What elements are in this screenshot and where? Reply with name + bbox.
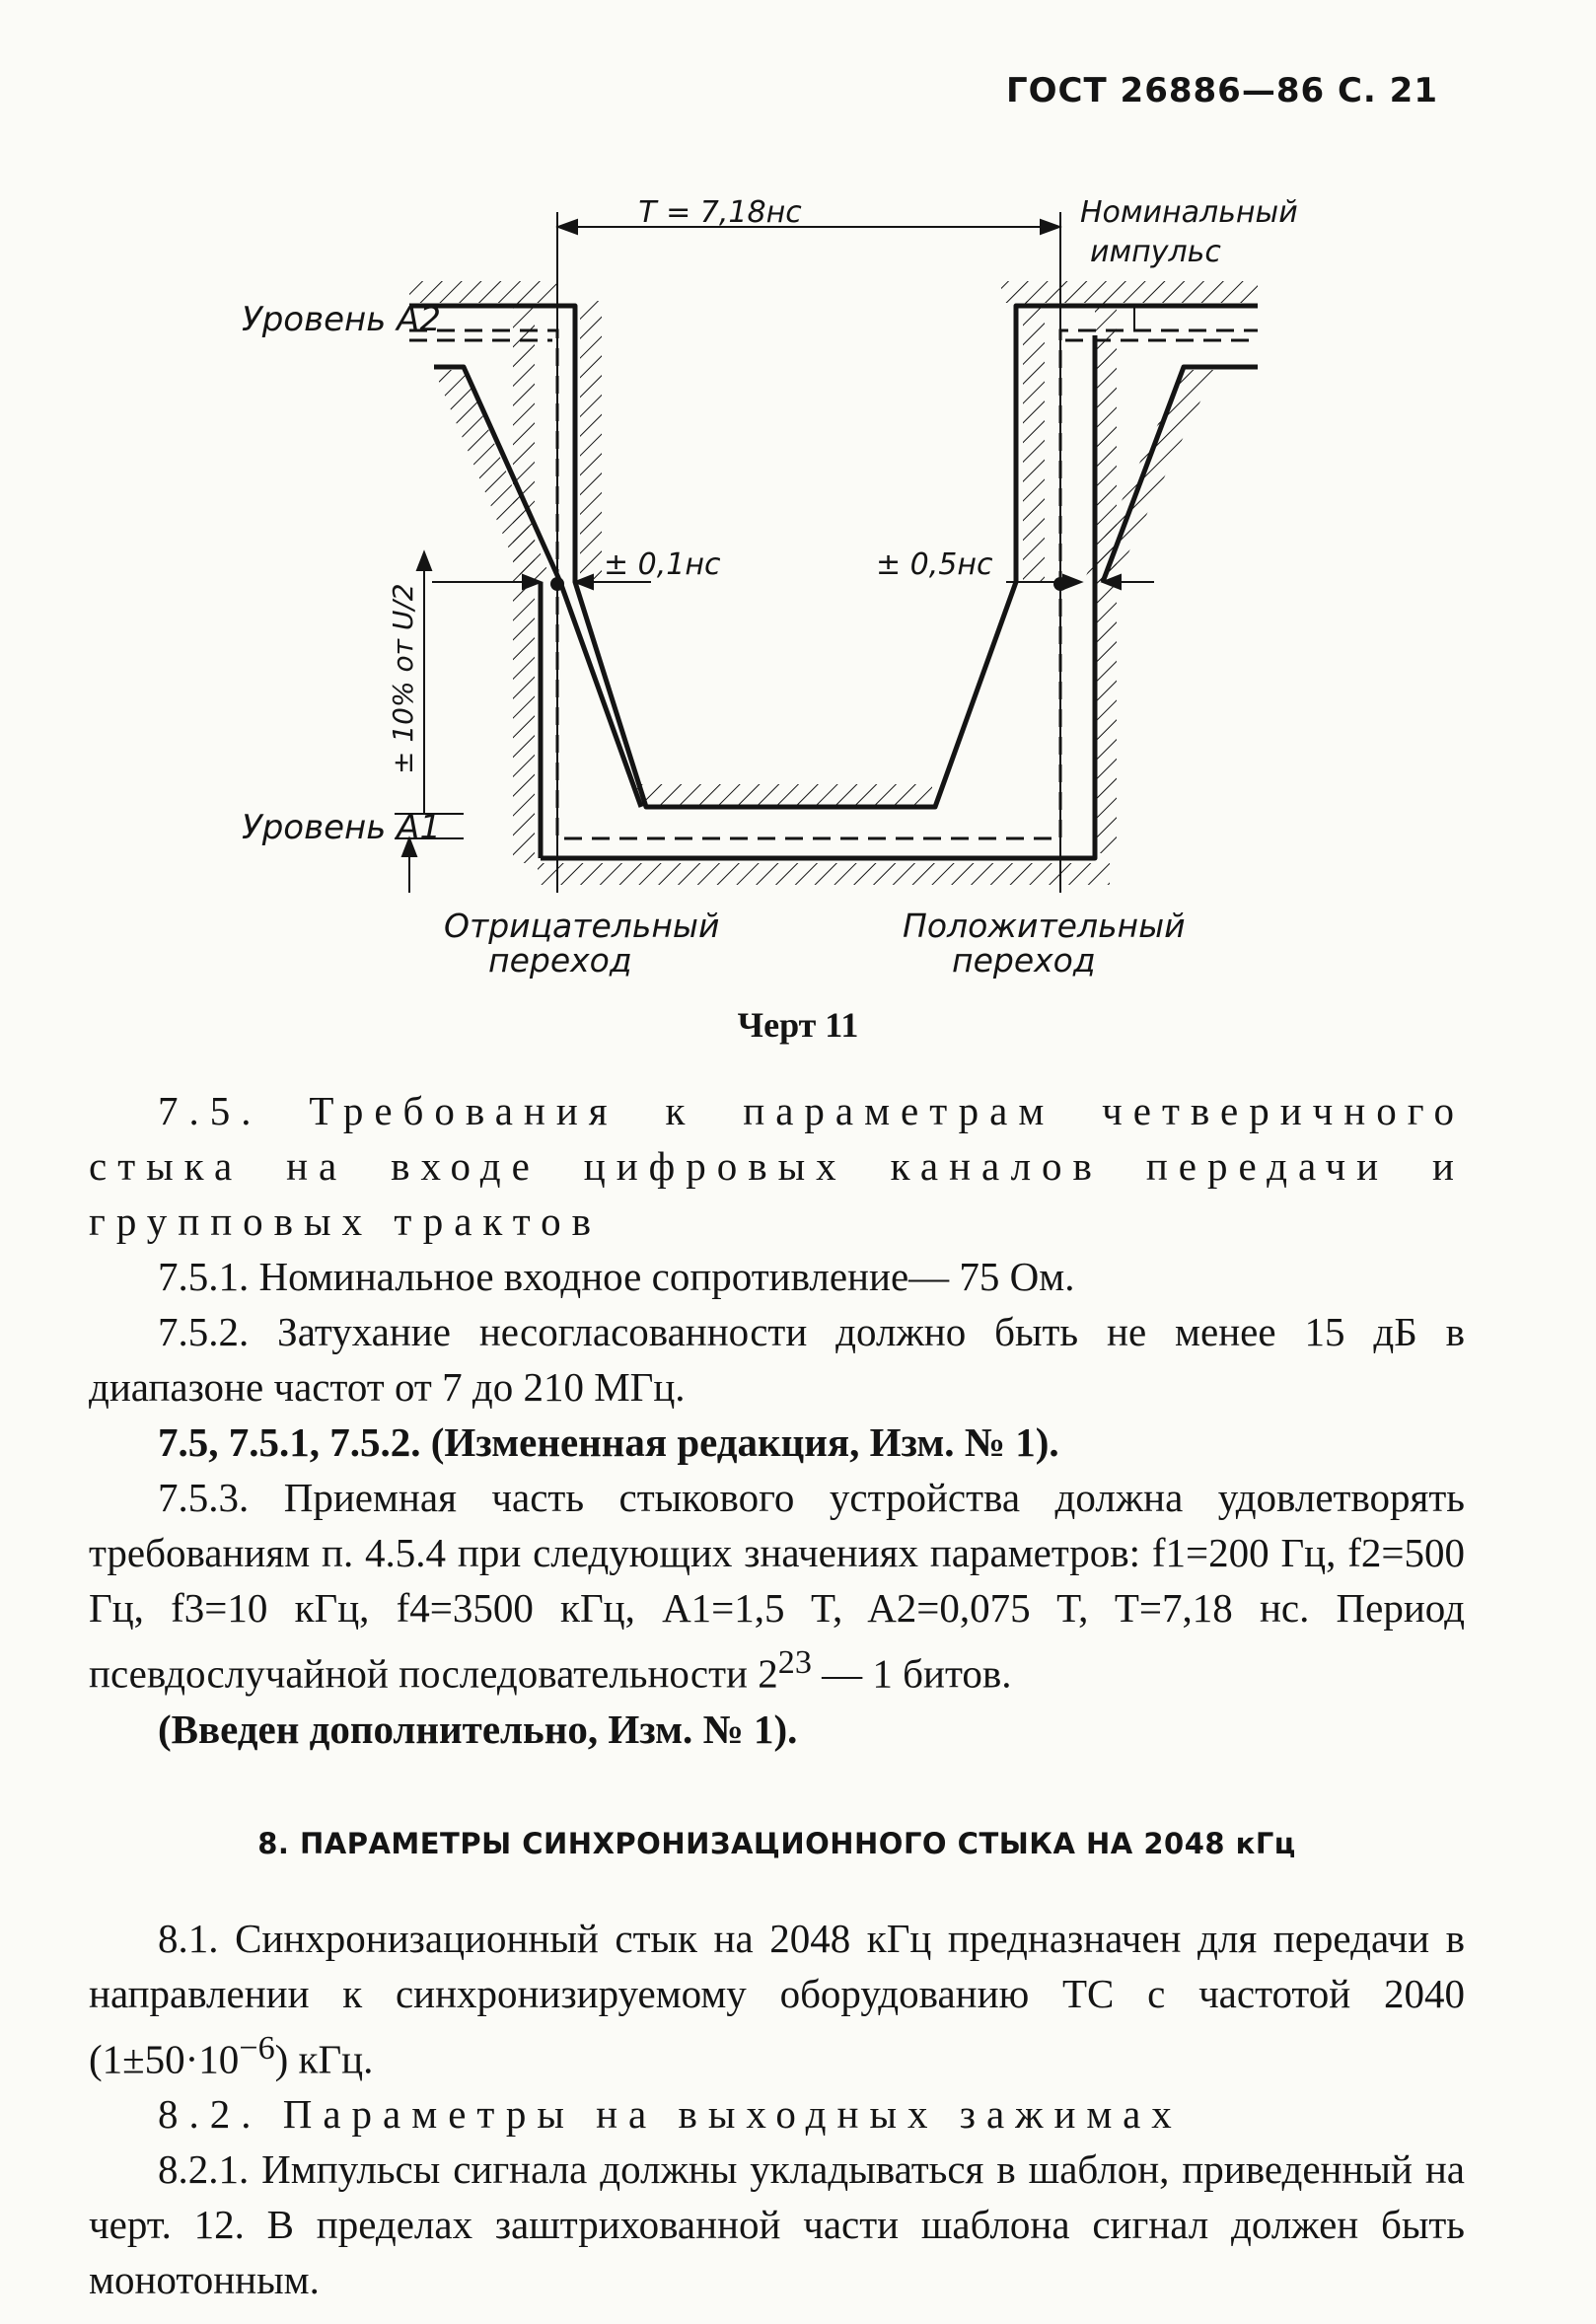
nominal-label-1: Номинальный [1080, 195, 1298, 230]
para-8-2-1: 8.2.1. Импульсы сигнала должны укладываться в шаблон, приведенный на черт. 12. В пределах заштрихованной части шаблона сигнал должен быть монотонным. [89, 2146, 1465, 2303]
pulse-template-figure [0, 0, 1596, 996]
para-7-5-1: 7.5.1. Номинальное входное сопротивление— 75 Ом. [158, 1254, 1075, 1299]
para-8-1-b: ) кГц. [274, 2036, 374, 2082]
neg-transition-label-1: Отрицательный [444, 907, 720, 945]
vertical-tolerance-label: ± 10% от U/2 [387, 583, 419, 774]
para-7-5: 7.5. Требования к параметрам четверичного стыка на входе цифровых каналов передачи и групповых трактов [89, 1088, 1465, 1244]
nominal-label-2: импульс [1090, 235, 1221, 269]
para-7-5-3-c: Период псевдослучайной последовательности 2 [89, 1585, 1465, 1697]
para-7-5-3-intro: (Введен дополнительно, Изм. № 1). [158, 1706, 798, 1752]
tol-01-label: ± 0,1нс [604, 547, 721, 582]
para-7-5-3-d: — 1 битов. [811, 1650, 1012, 1697]
para-7-5-3-sup: 23 [777, 1644, 812, 1681]
para-8-1-a: 8.1. Синхронизационный стык на 2048 кГц предназначен для передачи в направлении к синхронизируемому оборудованию ТС с частотой 2040 (1±50·10 [89, 1915, 1465, 2082]
level-a1-label: Уровень A1 [242, 808, 442, 847]
figure-caption: Черт 11 [737, 1005, 859, 1045]
pos-transition-label-2: переход [952, 941, 1096, 980]
para-8-1 [89, 1911, 1465, 2087]
pos-transition-label-1: Положительный [903, 907, 1186, 945]
para-8-2: 8.2. Параметры на выходных зажимах [158, 2091, 1183, 2138]
page-header: ГОСТ 26886—86 С. 21 [1005, 71, 1438, 110]
period-label: T = 7,18нс [638, 195, 802, 230]
para-7-5-edit: 7.5, 7.5.1, 7.5.2. (Измененная редакция, Изм. № 1). [158, 1419, 1059, 1465]
para-7-5-3-a: 7.5.3. Приемная часть стыкового устройства должна удовлетворять требованиям п. 4.5.4 при следующих значениях параметров: [89, 1475, 1465, 1575]
neg-transition-label-2: переход [488, 941, 632, 980]
level-a2-label: Уровень A2 [242, 300, 442, 339]
para-7-5-2: 7.5.2. Затухание несогласованности должно быть не менее 15 дБ в диапазоне частот от 7 до 210 МГц. [89, 1309, 1465, 1410]
para-7-5-3 [89, 1470, 1465, 1702]
section-8-title: 8. ПАРАМЕТРЫ СИНХРОНИЗАЦИОННОГО СТЫКА НА 2048 кГц [257, 1826, 1296, 1860]
para-7-5-3-b: f1=200 Гц, f2=500 Гц, f3=10 кГц, f4=3500 кГц, A1=1,5 T, A2=0,075 T, T=7,18 нс. [89, 1530, 1465, 1631]
tol-05-label: ± 0,5нс [876, 547, 993, 582]
body-text [89, 1083, 1465, 2307]
para-8-1-sup: −6 [239, 2029, 275, 2067]
